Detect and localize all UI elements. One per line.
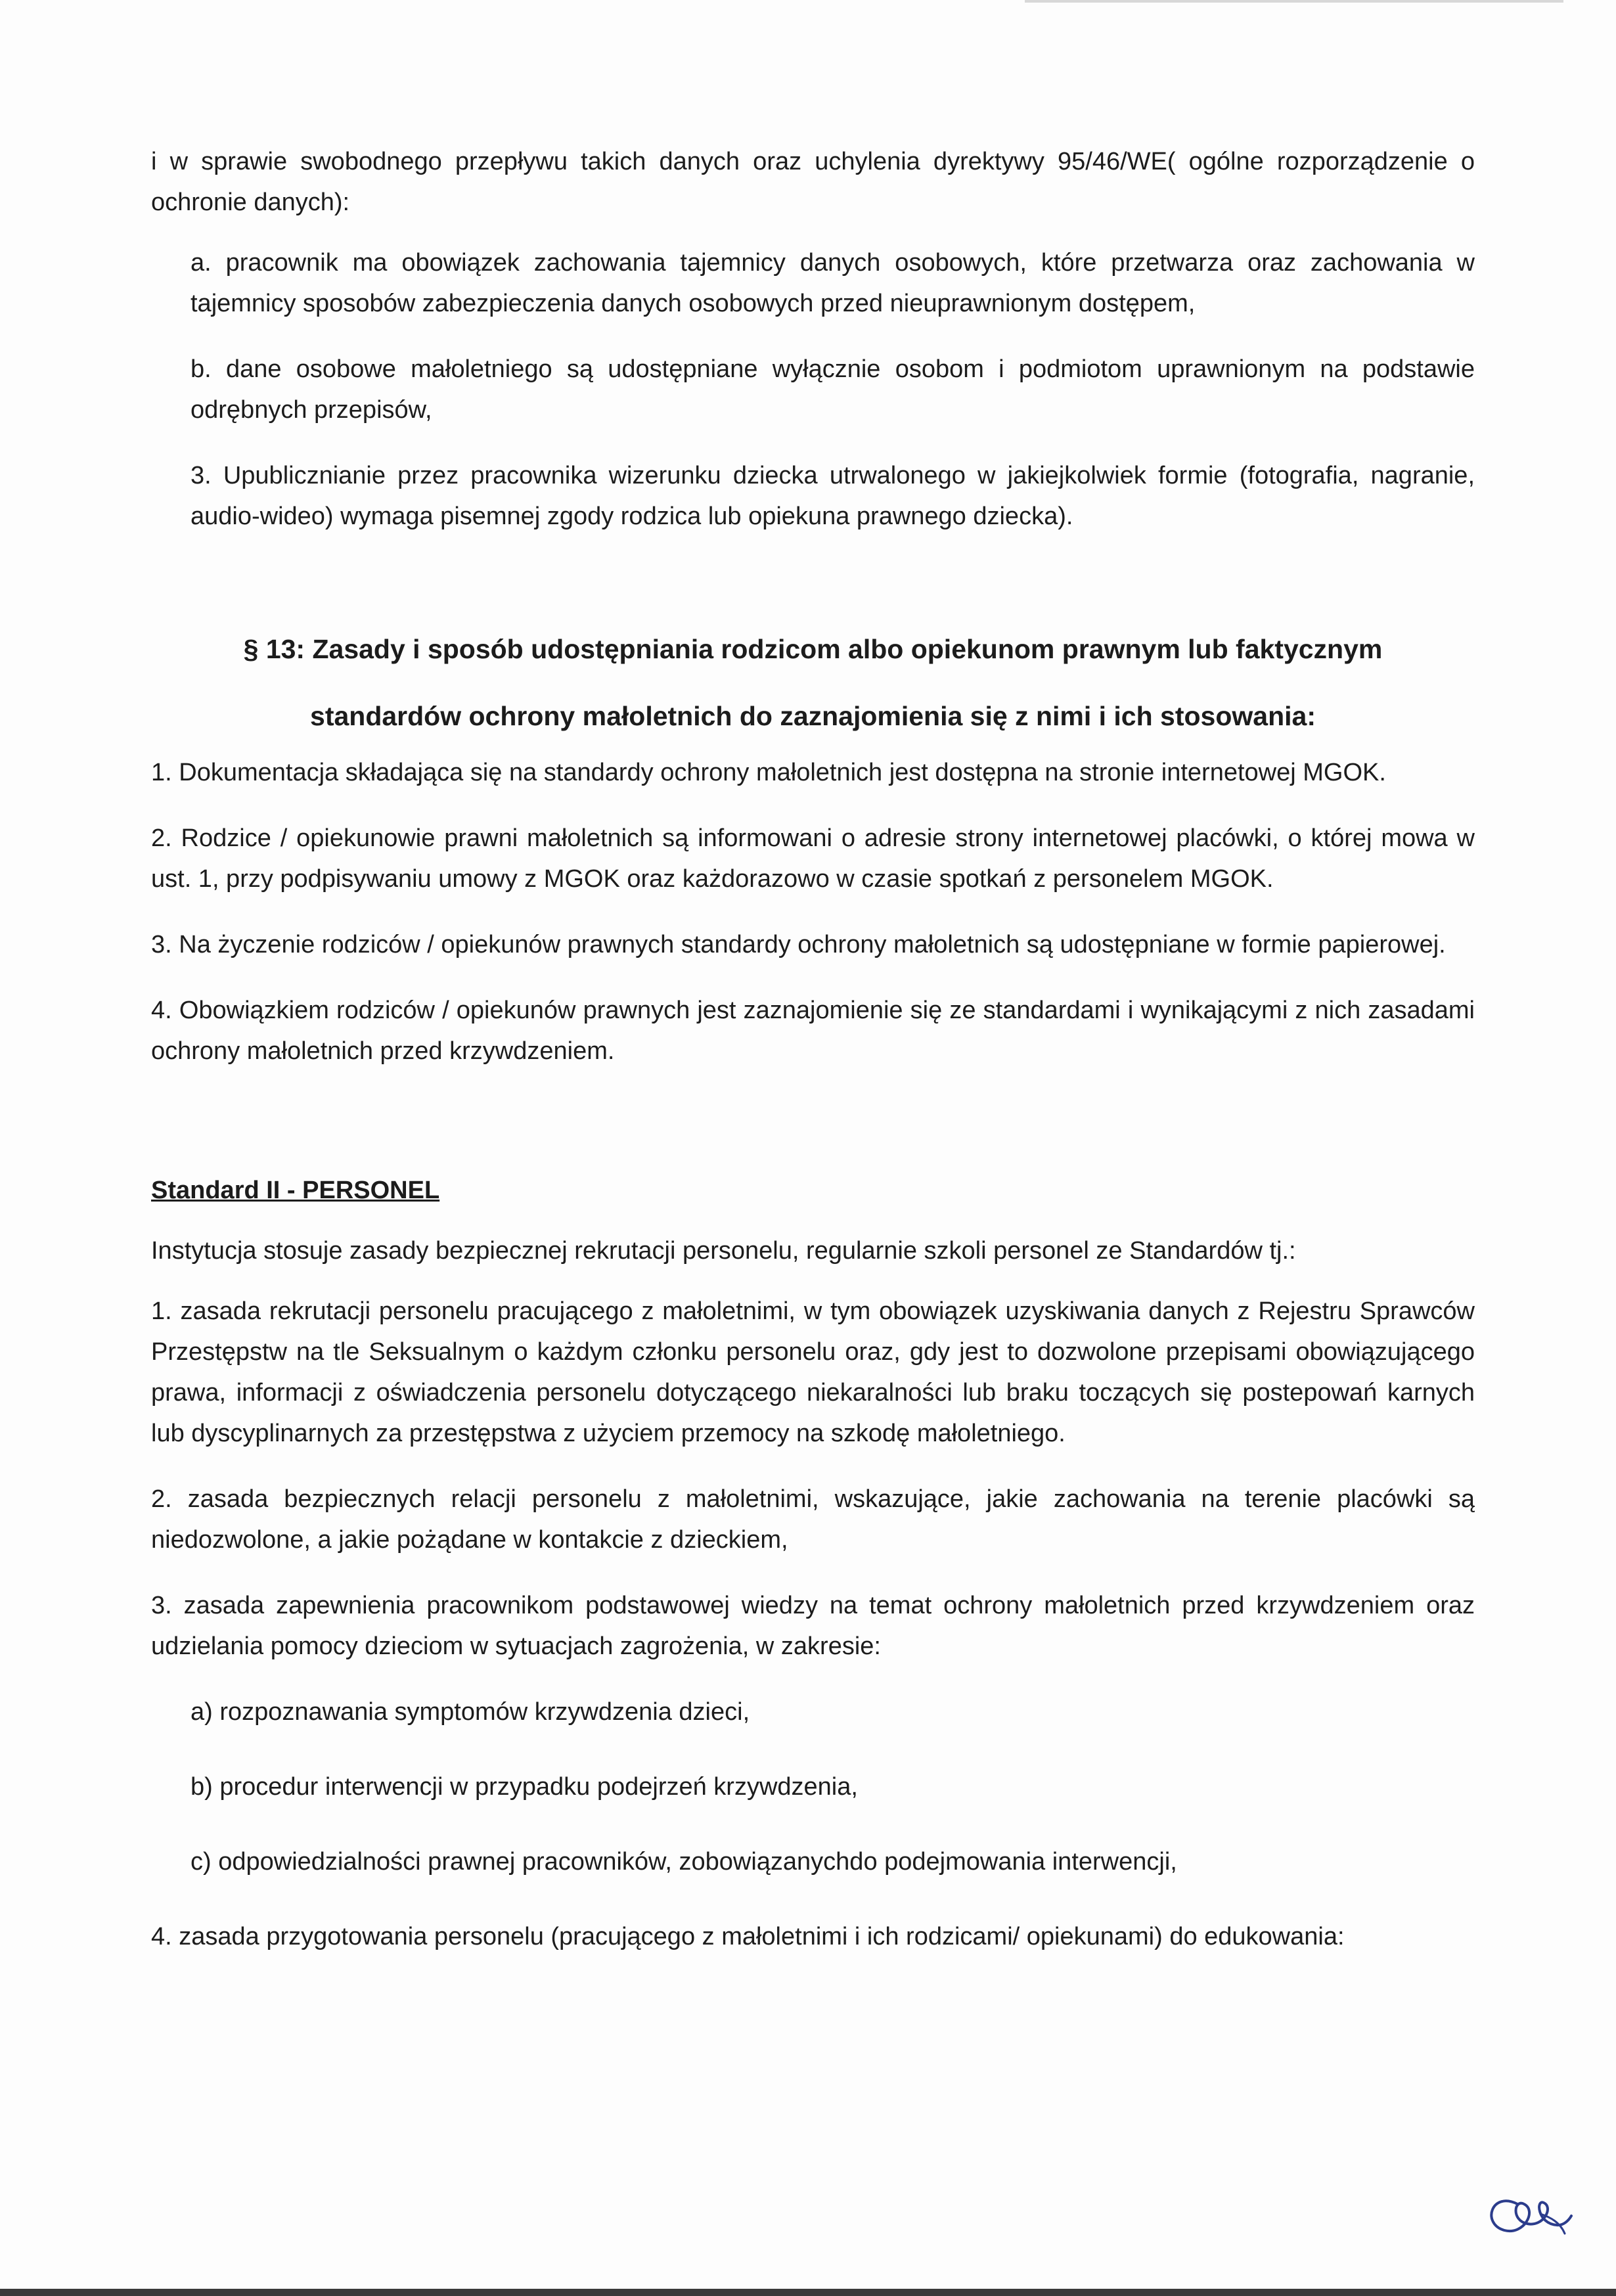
- intro-item-3: 3. Upublicznianie przez pracownika wizerunku dziecka utrwalonego w jakiejkolwiek formie (fotografia, nagranie, audio-wideo) wymaga pisemnej zgody rodzica lub opiekuna prawnego dziecka).: [191, 462, 1475, 530]
- standard-2-item-3b: b) procedur interwencji w przypadku podejrzeń krzywdzenia,: [191, 1773, 858, 1801]
- document-page: [151, 141, 1475, 1982]
- section-13-heading: [151, 616, 1475, 750]
- scan-edge-top: [1025, 0, 1563, 3]
- scan-edge-bottom: [0, 2289, 1616, 2296]
- intro-item-b: b. dane osobowe małoletniego są udostępniane wyłącznie osobom i podmiotom uprawnionym na podstawie odrębnych przepisów,: [191, 355, 1475, 424]
- standard-2-item-2: 2. zasada bezpiecznych relacji personelu z małoletnimi, wskazujące, jakie zachowania na terenie placówki są niedozwolone, a jakie pożądane w kontakcie z dzieckiem,: [151, 1485, 1475, 1554]
- standard-2-title: Standard II - PERSONEL: [151, 1177, 440, 1204]
- standard-2-item-1: 1. zasada rekrutacji personelu pracującego z małoletnimi, w tym obowiązek uzyskiwania danych z Rejestru Sprawców Przestępstw na tle Seksualnym o każdym członku personelu oraz, gdy jest to dozwolone przepisami obowiązującego prawa, informacji z oświadczenia personelu dotyczącego niekaralności lub braku toczących się postepowań karnych lub dyscyplinarnych za przestępstwa z użyciem przemocy na szkodę małoletniego.: [151, 1297, 1475, 1447]
- handwritten-initials-icon: [1478, 2184, 1577, 2243]
- intro-item-a: a. pracownik ma obowiązek zachowania tajemnicy danych osobowych, które przetwarza oraz zachowania w tajemnicy sposobów zabezpieczenia danych osobowych przed nieuprawnionym dostępem,: [191, 249, 1475, 317]
- standard-2-intro: Instytucja stosuje zasady bezpiecznej rekrutacji personelu, regularnie szkoli personel ze Standardów tj.:: [151, 1237, 1296, 1265]
- section-13-item-3: 3. Na życzenie rodziców / opiekunów prawnych standardy ochrony małoletnich są udostępniane w formie papierowej.: [151, 931, 1446, 958]
- section-13-item-4: 4. Obowiązkiem rodziców / opiekunów prawnych jest zaznajomienie się ze standardami i wynikającymi z nich zasadami ochrony małoletnich przed krzywdzeniem.: [151, 997, 1475, 1065]
- section-13-item-2: 2. Rodzice / opiekunowie prawni małoletnich są informowani o adresie strony internetowej placówki, o której mowa w ust. 1, przy podpisywaniu umowy z MGOK oraz każdorazowo w czasie spotkań z personelem MGOK.: [151, 824, 1475, 893]
- standard-2-item-3a: a) rozpoznawania symptomów krzywdzenia dzieci,: [191, 1698, 750, 1726]
- standard-2-item-3c: c) odpowiedzialności prawnej pracowników, zobowiązanychdo podejmowania interwencji,: [191, 1848, 1177, 1876]
- standard-2-item-4: 4. zasada przygotowania personelu (pracującego z małoletnimi i ich rodzicami/ opiekunami) do edukowania:: [151, 1923, 1345, 1950]
- intro-paragraph: i w sprawie swobodnego przepływu takich danych oraz uchylenia dyrektywy 95/46/WE( ogólne rozporządzenie o ochronie danych):: [151, 148, 1475, 216]
- standard-2-item-3: 3. zasada zapewnienia pracownikom podstawowej wiedzy na temat ochrony małoletnich przed krzywdzeniem oraz udzielania pomocy dzieciom w sytuacjach zagrożenia, w zakresie:: [151, 1592, 1475, 1660]
- section-13-heading-line-2: standardów ochrony małoletnich do zaznajomienia się z nimi i ich stosowania:: [310, 701, 1316, 731]
- section-13-item-1: 1. Dokumentacja składająca się na standardy ochrony małoletnich jest dostępna na stronie internetowej MGOK.: [151, 759, 1386, 786]
- section-13-heading-line-1: § 13: Zasady i sposób udostępniania rodzicom albo opiekunom prawnym lub faktycznym: [243, 634, 1383, 664]
